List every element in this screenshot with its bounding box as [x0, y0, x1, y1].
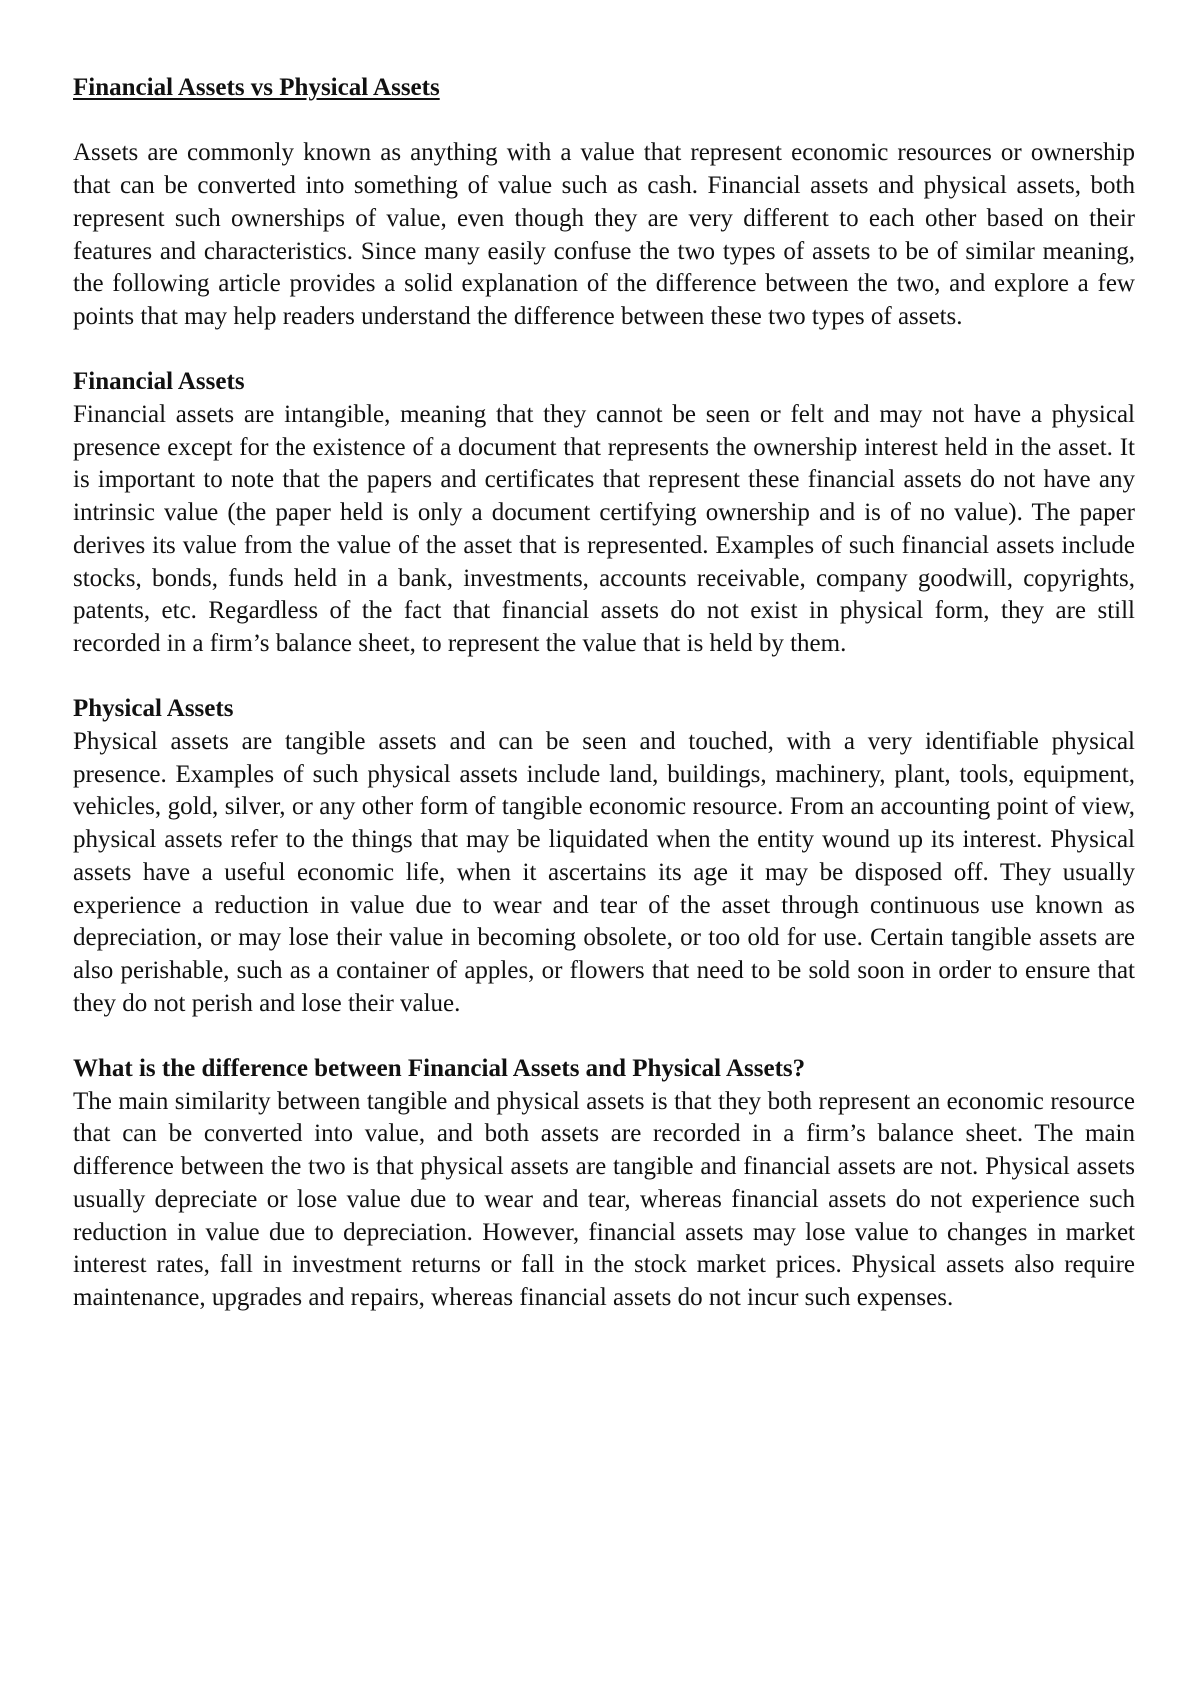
section-body-financial-assets: Financial assets are intangible, meaning that they cannot be seen or felt and may not have a physical presence except for the existence of a document that represents the ownership interest held in the asset. It is important to note that the papers and certificates that represent these financial assets do not have any intrinsic value (the paper held is only a document certifying ownership and is of no value). The paper derives its value from the value of the asset that is represented. Examples of such financial assets include stocks, bonds, funds held in a bank, investments, accounts receivable, company goodwill, copyrights, patents, etc. Regardless of the fact that financial assets do not exist in physical form, they are still recorded in a firm’s balance sheet, to represent the value that is held by them. — [73, 401, 1135, 657]
section-body-physical-assets: Physical assets are tangible assets and can be seen and touched, with a very identifiable physical presence. Examples of such physical assets include land, buildings, machinery, plant, tools, equipment, vehicles, gold, silver, or any other form of tangible economic resource. From an accounting point of view, physical assets refer to the things that may be liquidated when the entity wound up its interest. Physical assets have a useful economic life, when it ascertains its age it may be disposed off. They usually experience a reduction in value due to wear and tear of the asset through continuous use known as depreciation, or may lose their value in becoming obsolete, or too old for use. Certain tangible assets are also perishable, such as a container of apples, or flowers that need to be sold soon in order to ensure that they do not perish and lose their value. — [73, 728, 1135, 1017]
section-heading-difference: What is the difference between Financial Assets and Physical Assets? — [73, 1055, 806, 1083]
document-title: Financial Assets vs Physical Assets — [73, 74, 440, 101]
spacer — [73, 334, 1135, 367]
spacer — [73, 1020, 1135, 1053]
section-heading-financial-assets: Financial Assets — [73, 368, 245, 396]
spacer — [73, 105, 1135, 138]
intro-paragraph: Assets are commonly known as anything with a value that represent economic resources or ownership that can be converted into something of value such as cash. Financial assets and physical assets, both represent such ownerships of value, even though they are very different to each other based on their features and characteristics. Since many easily confuse the two types of assets to be of similar meaning, the following article provides a solid explanation of the difference between the two, and explore a few points that may help readers understand the difference between these two types of assets. — [73, 139, 1135, 330]
document-page — [73, 72, 1135, 1315]
spacer — [73, 661, 1135, 694]
section-heading-physical-assets: Physical Assets — [73, 695, 234, 723]
section-body-difference: The main similarity between tangible and physical assets is that they both represent an economic resource that can be converted into value, and both assets are recorded in a firm’s balance sheet. The main difference between the two is that physical assets are tangible and financial assets are not. Physical assets usually depreciate or lose value due to wear and tear, whereas financial assets do not experience such reduction in value due to depreciation. However, financial assets may lose value to changes in market interest rates, fall in investment returns or fall in the stock market prices. Physical assets also require maintenance, upgrades and repairs, whereas financial assets do not incur such expenses. — [73, 1087, 1135, 1311]
